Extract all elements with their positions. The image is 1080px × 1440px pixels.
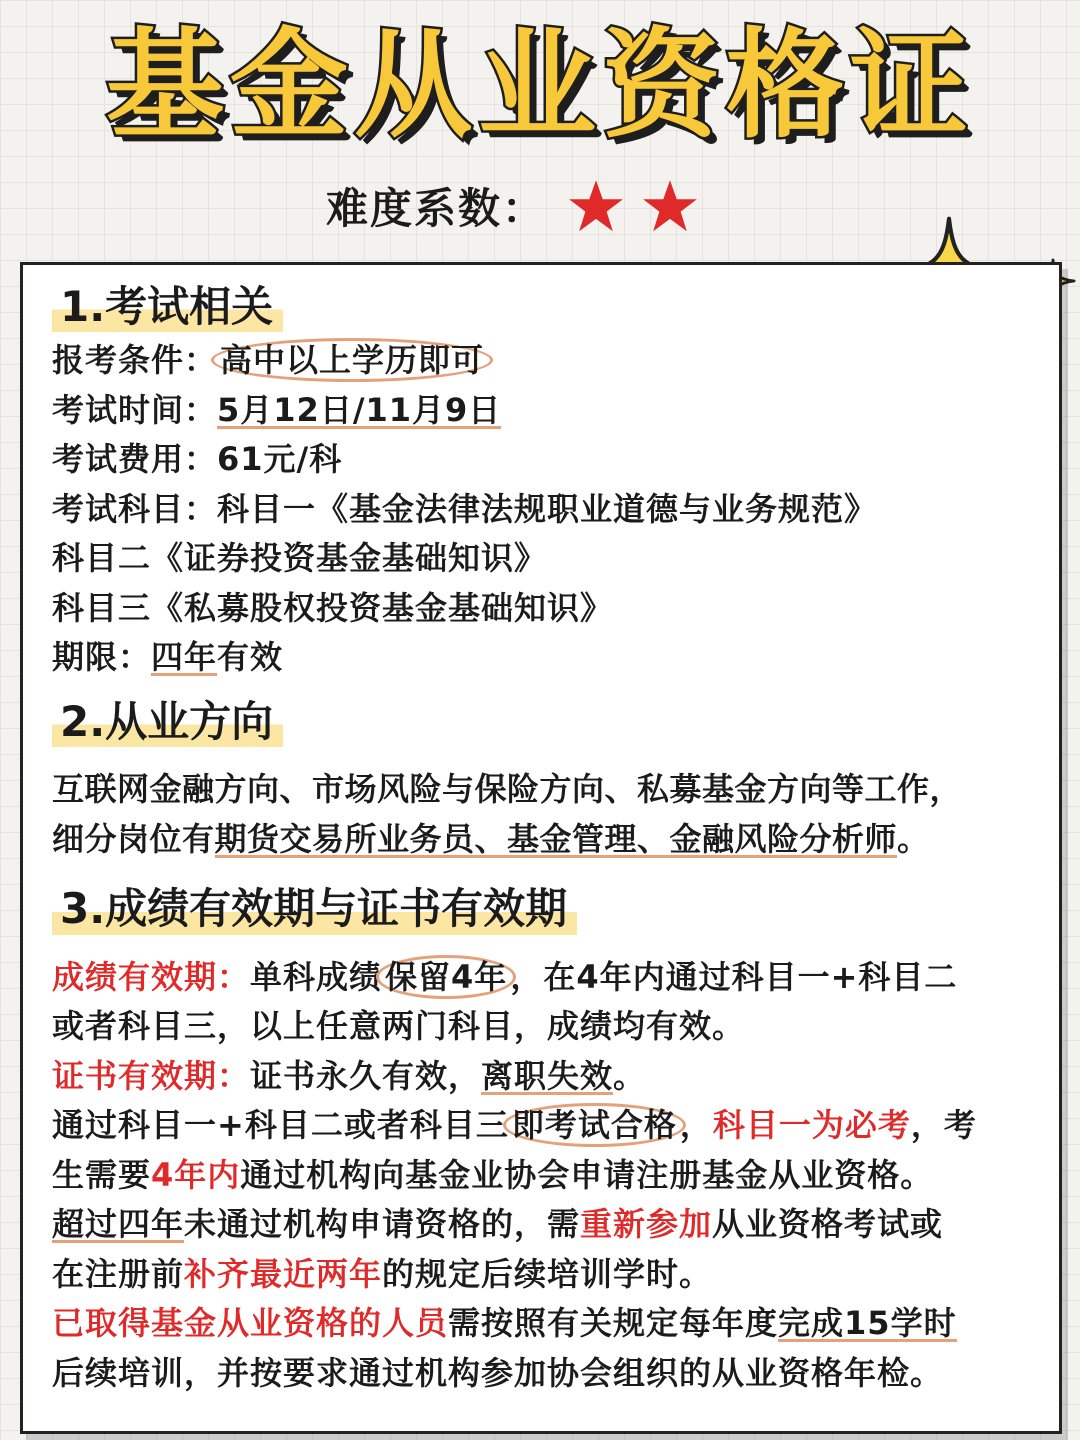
validity-row: 期限：四年有效 — [52, 638, 284, 677]
score-keep-highlight: 保留4年 — [376, 955, 516, 999]
requirement-value: 高中以上学历即可 — [211, 338, 493, 382]
exam-fee-row: 考试费用：61元/科 — [52, 440, 343, 479]
overdue-highlight: 超过四年 — [52, 1205, 185, 1244]
cert-validity-line: 证书有效期：证书永久有效，离职失效。 — [52, 1056, 647, 1095]
difficulty-label: 难度系数： — [326, 184, 547, 233]
content-area — [52, 282, 1052, 1398]
subject-three: 科目三《私募股权投资基金基础知识》 — [52, 588, 614, 627]
annual-line: 已取得基金从业资格的人员需按照有关规定每年度完成15学时 — [52, 1304, 957, 1343]
score-validity-label: 成绩有效期： — [52, 957, 251, 996]
star-icon — [568, 178, 624, 234]
career-roles: 期货交易所业务员、基金管理、金融风险分析师 — [214, 819, 898, 858]
validity-highlight: 四年 — [151, 638, 218, 677]
section-heading-exam: 1.考试相关 — [52, 282, 283, 332]
hours-highlight: 完成15学时 — [778, 1304, 957, 1343]
exam-date-row: 考试时间：5月12日/11月9日 — [52, 390, 502, 429]
pass-line: 通过科目一+科目二或者科目三即考试合格，科目一为必考，考 — [52, 1101, 1052, 1151]
score-validity-line-1: 成绩有效期：单科成绩保留4年，在4年内通过科目一+科目二 — [52, 953, 1052, 1003]
exam-date-value: 5月12日/11月9日 — [217, 390, 502, 429]
pass-highlight: 即考试合格 — [503, 1103, 686, 1147]
cert-void-highlight: 离职失效 — [481, 1056, 614, 1095]
section-heading-career: 2.从业方向 — [52, 697, 283, 747]
difficulty-rating — [326, 178, 698, 234]
annual-check-line: 后续培训，并按要求通过机构参加协会组织的从业资格年检。 — [52, 1353, 944, 1392]
training-line: 在注册前补齐最近两年的规定后续培训学时。 — [52, 1254, 713, 1293]
career-line-1: 互联网金融方向、市场风险与保险方向、私募基金方向等工作， — [52, 770, 963, 809]
overdue-line: 超过四年未通过机构申请资格的，需重新参加从业资格考试或 — [52, 1205, 944, 1244]
career-line-2: 细分岗位有期货交易所业务员、基金管理、金融风险分析师。 — [52, 819, 930, 858]
section-heading-validity: 3.成绩有效期与证书有效期 — [52, 884, 577, 934]
score-validity-line-2: 或者科目三，以上任意两门科目，成绩均有效。 — [52, 1007, 746, 1046]
subject-two: 科目二《证券投资基金基础知识》 — [52, 539, 548, 578]
cert-validity-label: 证书有效期： — [52, 1056, 251, 1095]
requirement-row: 报考条件：高中以上学历即可 — [52, 336, 1052, 386]
difficulty-stars — [568, 178, 698, 234]
exam-subject-row: 考试科目：科目一《基金法律法规职业道德与业务规范》 — [52, 489, 878, 528]
star-icon — [642, 178, 698, 234]
page-title: 基金从业资格证 — [105, 16, 974, 154]
register-line: 生需要4年内通过机构向基金业协会申请注册基金从业资格。 — [52, 1155, 934, 1194]
